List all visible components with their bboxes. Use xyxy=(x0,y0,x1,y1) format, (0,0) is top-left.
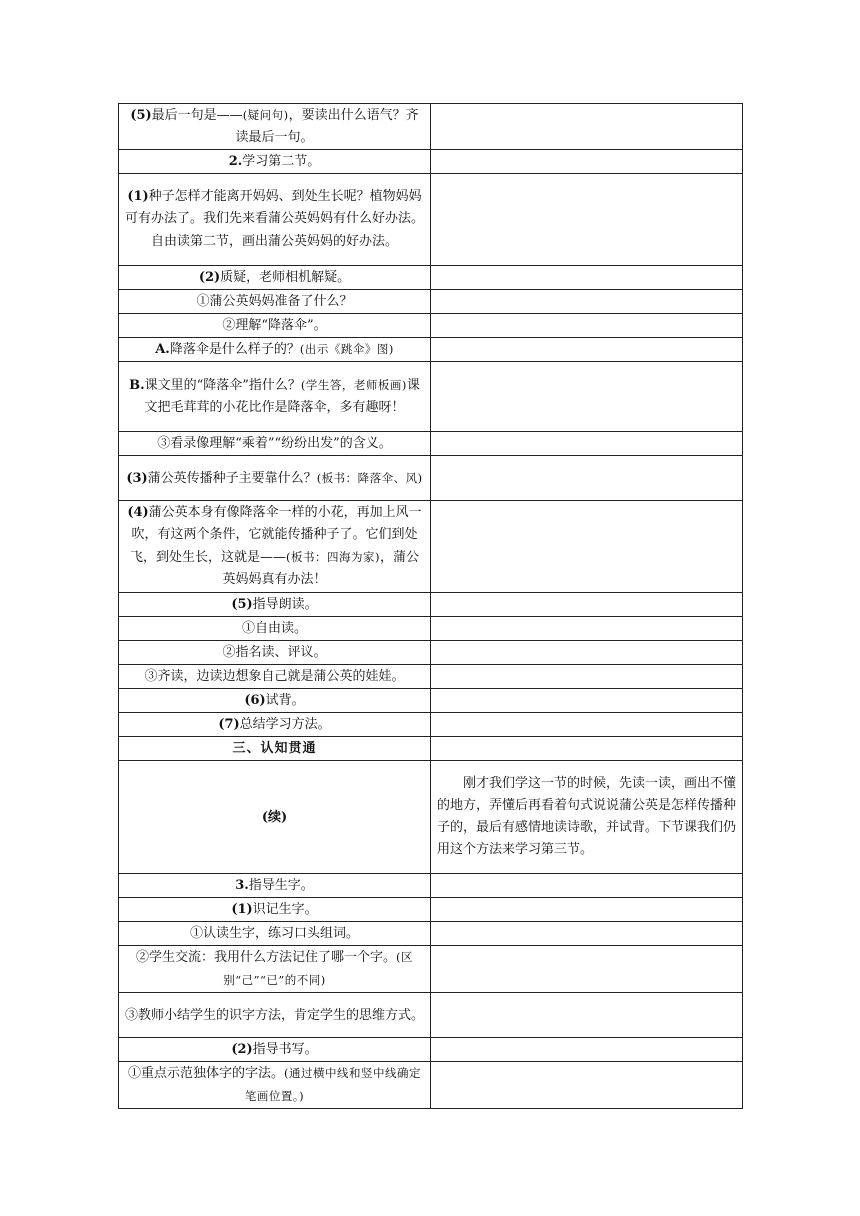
design-note-cell xyxy=(431,174,743,266)
step-text: 学习第二节。 xyxy=(242,154,321,169)
step-cell xyxy=(119,761,431,874)
design-note-cell xyxy=(431,898,743,922)
step-note: (板书：降落伞、风) xyxy=(316,470,423,485)
step-number: (4) xyxy=(127,505,149,520)
step-text: ②学生交流：我用什么方法记住了哪一个字。 xyxy=(135,950,396,965)
table-row xyxy=(119,104,743,150)
step-cell xyxy=(119,290,431,314)
step-number: (2) xyxy=(231,1042,253,1057)
step-cell xyxy=(119,641,431,665)
table-row xyxy=(119,593,743,617)
table-row xyxy=(119,689,743,713)
table-row xyxy=(119,898,743,922)
step-text: 课文里的“降落伞”指什么？ xyxy=(144,378,301,393)
step-number: (6) xyxy=(244,693,266,708)
step-number: 3. xyxy=(235,878,249,893)
step-cell xyxy=(119,946,431,993)
design-note-cell xyxy=(431,150,743,174)
step-cell xyxy=(119,104,431,150)
table-row xyxy=(119,874,743,898)
step-cell xyxy=(119,501,431,593)
step-text: 三、认知贯通 xyxy=(232,741,317,756)
step-cell xyxy=(119,689,431,713)
step-note: (通过横中线和竖中线确定笔画位置。) xyxy=(244,1066,421,1103)
step-text: ①蒲公英妈妈准备了什么？ xyxy=(196,294,353,309)
design-note-cell xyxy=(431,104,743,150)
step-cell xyxy=(119,993,431,1038)
step-cell xyxy=(119,1038,431,1062)
step-text: 课文把毛茸茸的小花比作是降落伞，多有趣呀！ xyxy=(144,378,420,415)
step-text: ②指名读、评议。 xyxy=(222,645,327,660)
step-text: ③齐读，边读边想象自己就是蒲公英的娃娃。 xyxy=(144,669,405,684)
step-text: 识记生字。 xyxy=(252,902,318,917)
table-row xyxy=(119,665,743,689)
step-note: (出示《跳伞》图) xyxy=(299,342,394,356)
step-cell xyxy=(119,456,431,501)
step-text: 种子怎样才能离开妈妈、到处生长呢？植物妈妈可有办法了。我们先来看蒲公英妈妈有什么好办法。自由读第二节，画出蒲公英妈妈的好办法。 xyxy=(125,189,425,249)
table-row xyxy=(119,946,743,993)
step-note: (板书：四海为家) xyxy=(286,550,380,564)
step-text: 最后一句是—— xyxy=(151,108,243,123)
table-row xyxy=(119,922,743,946)
step-cell xyxy=(119,338,431,362)
step-cell xyxy=(119,874,431,898)
step-cell xyxy=(119,737,431,761)
step-text: ②理解“降落伞”。 xyxy=(222,318,327,333)
table-row xyxy=(119,1038,743,1062)
design-note-cell xyxy=(431,761,743,874)
step-text: ，蒲公英妈妈真有办法！ xyxy=(222,550,419,587)
design-note-text: 刚才我们学这一节的时候，先读一读，画出不懂的地方，弄懂后再看着句式说说蒲公英是怎样传播种子的，最后有感情地读诗歌，并试背。下节课我们仍用这个方法来学习第三节。 xyxy=(437,776,737,857)
step-cell xyxy=(119,432,431,456)
step-number: (2) xyxy=(198,270,221,285)
design-note-cell xyxy=(431,922,743,946)
design-note-cell xyxy=(431,314,743,338)
step-number: 2. xyxy=(228,154,243,169)
step-text: 总结学习方法。 xyxy=(239,717,331,732)
step-cell xyxy=(119,665,431,689)
table-row xyxy=(119,761,743,874)
table-row xyxy=(119,737,743,761)
step-number: (1) xyxy=(231,902,253,917)
step-text: ③看录像理解“乘着”“纷纷出发”的含义。 xyxy=(157,436,392,451)
design-note-cell xyxy=(431,737,743,761)
table-row xyxy=(119,150,743,174)
step-cell xyxy=(119,150,431,174)
step-number: (5) xyxy=(130,108,152,123)
step-cell xyxy=(119,593,431,617)
table-row xyxy=(119,501,743,593)
step-text: ①重点示范独体字的字法。 xyxy=(127,1066,284,1081)
table-row xyxy=(119,362,743,432)
table-row xyxy=(119,456,743,501)
step-cell xyxy=(119,1062,431,1109)
design-note-cell xyxy=(431,501,743,593)
step-text: 指导朗读。 xyxy=(252,597,318,612)
table-row xyxy=(119,338,743,362)
table-row xyxy=(119,314,743,338)
design-note-cell xyxy=(431,1062,743,1109)
table-row xyxy=(119,617,743,641)
step-text: 指导书写。 xyxy=(252,1042,318,1057)
step-number: (3) xyxy=(126,470,148,486)
table-row xyxy=(119,1062,743,1109)
step-number: (7) xyxy=(218,717,240,732)
design-note-cell xyxy=(431,993,743,1038)
design-note-cell xyxy=(431,641,743,665)
design-note-cell xyxy=(431,593,743,617)
step-text: ，要读出什么语气？齐读最后一句。 xyxy=(235,108,419,145)
step-cell xyxy=(119,174,431,266)
design-note-cell xyxy=(431,338,743,362)
table-row xyxy=(119,993,743,1038)
design-note-cell xyxy=(431,1038,743,1062)
design-note-cell xyxy=(431,432,743,456)
step-text: 降落伞是什么样子的？ xyxy=(169,342,300,357)
step-number: B. xyxy=(129,378,145,393)
table-row xyxy=(119,266,743,290)
step-text: 蒲公英传播种子主要靠什么？ xyxy=(147,470,317,486)
step-text: 质疑，老师相机解疑。 xyxy=(220,270,351,285)
step-text: 蒲公英本身有像降落伞一样的小花，再加上风一吹，有这两个条件，它就能传播种子了。它们到处飞，到处生长，这就是—— xyxy=(129,505,422,565)
table-row xyxy=(119,290,743,314)
design-note-cell xyxy=(431,362,743,432)
step-cell xyxy=(119,362,431,432)
design-note-cell xyxy=(431,946,743,993)
step-text: 试背。 xyxy=(265,693,305,708)
step-cell xyxy=(119,266,431,290)
design-note-cell xyxy=(431,689,743,713)
step-number: A. xyxy=(155,342,170,357)
step-cell xyxy=(119,314,431,338)
step-cell xyxy=(119,922,431,946)
design-note-cell xyxy=(431,617,743,641)
design-note-cell xyxy=(431,266,743,290)
design-note-cell xyxy=(431,713,743,737)
table-row xyxy=(119,432,743,456)
step-note: (疑问句) xyxy=(242,108,289,122)
lesson-plan-page xyxy=(118,103,742,1109)
step-text: 指导生字。 xyxy=(248,878,314,893)
design-note-cell xyxy=(431,290,743,314)
design-note-cell xyxy=(431,456,743,501)
step-cell xyxy=(119,617,431,641)
step-cell xyxy=(119,898,431,922)
lesson-table-body xyxy=(119,104,743,1109)
design-note-cell xyxy=(431,874,743,898)
step-text: (续) xyxy=(261,809,288,825)
step-text: ①认读生字，练习口头组词。 xyxy=(189,926,359,941)
lesson-table xyxy=(118,103,743,1109)
step-cell xyxy=(119,713,431,737)
step-note: (学生答，老师板画) xyxy=(300,378,407,392)
step-text: ③教师小结学生的识字方法，肯定学生的思维方式。 xyxy=(125,1007,425,1023)
table-row xyxy=(119,713,743,737)
step-number: (1) xyxy=(127,189,149,204)
step-note: (区别“己”“已”的不同) xyxy=(223,950,413,987)
step-text: ①自由读。 xyxy=(241,621,307,636)
table-row xyxy=(119,174,743,266)
design-note-cell xyxy=(431,665,743,689)
step-number: (5) xyxy=(231,597,253,612)
table-row xyxy=(119,641,743,665)
